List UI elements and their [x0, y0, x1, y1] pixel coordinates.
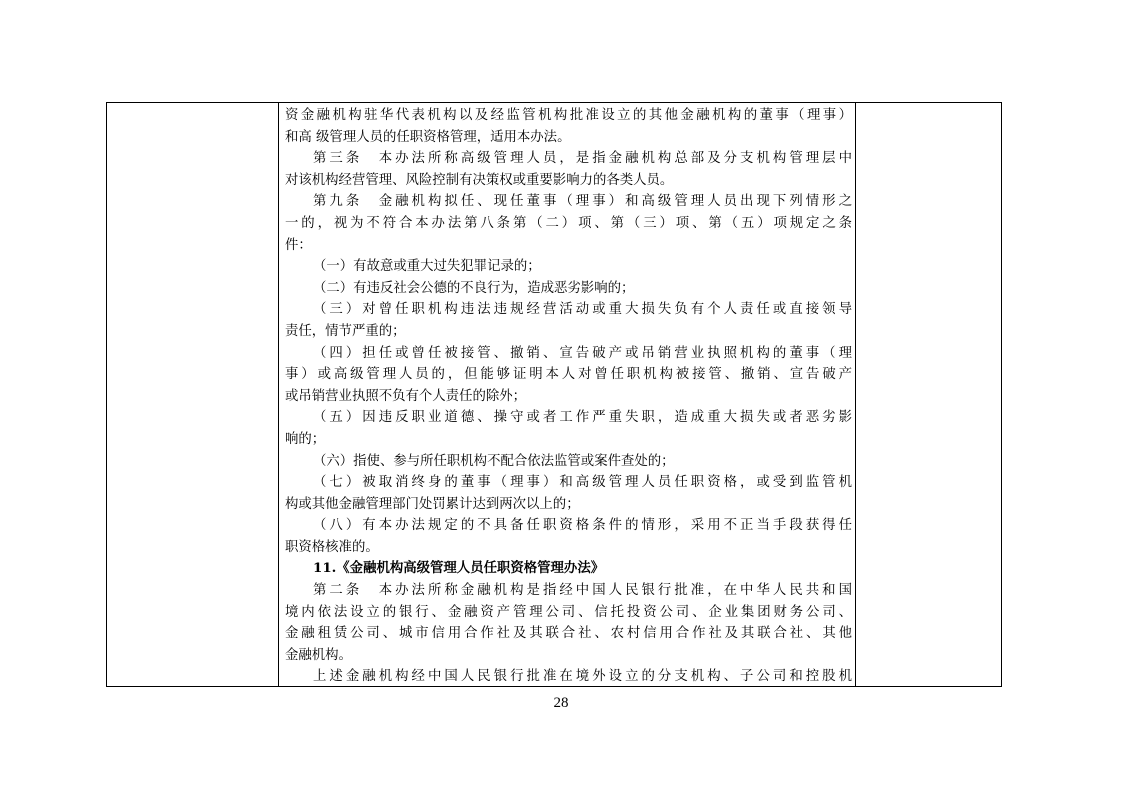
column-divider-right	[855, 103, 856, 686]
text-line: 构或其他金融管理部门处罚累计达到两次以上的；	[285, 496, 580, 512]
text-line: 第二条 本办法所称金融机构是指经中国人民银行批准，在中华人民共和国	[313, 583, 852, 599]
table-text-cell	[285, 105, 852, 687]
column-divider-left	[278, 103, 279, 686]
text-line: 金融租赁公司、城市信用合作社及其联合社、农村信用合作社及其联合社、其他	[285, 626, 852, 642]
text-line: （八）有本办法规定的不具备任职资格条件的情形，采用不正当手段获得任	[313, 518, 852, 534]
text-line: （四）担任或曾任被接管、撤销、宣告破产或吊销营业执照机构的董事（理	[313, 345, 852, 361]
text-line: 职资格核准的。	[285, 539, 379, 555]
text-line: （三）对曾任职机构违法违规经营活动或重大损失负有个人责任或直接领导	[313, 302, 852, 318]
text-line: 责任，情节严重的；	[285, 323, 406, 339]
content-table	[106, 102, 1002, 687]
text-line: 或吊销营业执照不负有个人责任的除外；	[285, 388, 527, 404]
text-line: 和高 级管理人员的任职资格管理，适用本办法。	[285, 129, 571, 145]
text-line: （二）有违反社会公德的不良行为，造成恶劣影响的；	[313, 280, 635, 296]
text-line: （六）指使、参与所任职机构不配合依法监管或案件查处的；	[313, 453, 675, 469]
text-line: 响的；	[285, 431, 326, 447]
text-line: （五）因违反职业道德、操守或者工作严重失职，造成重大损失或者恶劣影	[313, 410, 852, 426]
text-line: 境内依法设立的银行、金融资产管理公司、信托投资公司、企业集团财务公司、	[285, 604, 852, 620]
text-line: 上述金融机构经中国人民银行批准在境外设立的分支机构、子公司和控股机	[313, 669, 852, 685]
text-line: 金融机构。	[285, 647, 352, 663]
page-number: 28	[553, 695, 569, 711]
section-heading: 11.《金融机构高级管理人员任职资格管理办法》	[313, 560, 605, 577]
text-line: 第三条 本办法所称高级管理人员，是指金融机构总部及分支机构管理层中	[313, 151, 852, 167]
text-line: （一）有故意或重大过失犯罪记录的；	[313, 259, 541, 275]
text-line: 对该机构经营管理、风险控制有决策权或重要影响力的各类人员。	[285, 172, 674, 188]
text-line: （七）被取消终身的董事（理事）和高级管理人员任职资格，或受到监管机	[313, 475, 852, 491]
text-line: 第九条 金融机构拟任、现任董事（理事）和高级管理人员出现下列情形之	[313, 194, 852, 210]
text-line: 资金融机构驻华代表机构以及经监管机构批准设立的其他金融机构的董事（理事）	[285, 108, 852, 123]
text-line: 事）或高级管理人员的，但能够证明本人对曾任职机构被接管、撤销、宣告破产	[285, 367, 852, 383]
text-line: 件：	[285, 237, 312, 253]
text-line: 一的，视为不符合本办法第八条第（二）项、第（三）项、第（五）项规定之条	[285, 215, 852, 231]
